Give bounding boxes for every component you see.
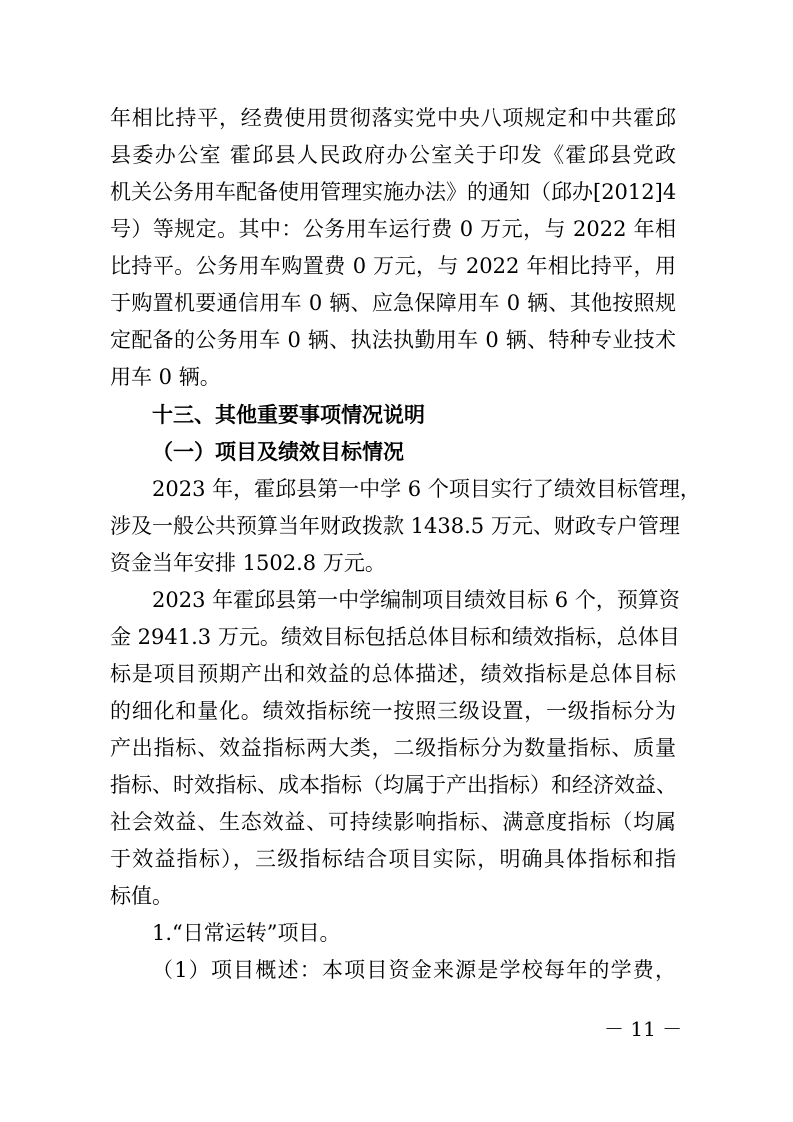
- body-line: 于购置机要通信用车 0 辆、应急保障用车 0 辆、其他按照规: [110, 291, 676, 315]
- page-number: － 11 －: [604, 1017, 683, 1041]
- para1-line: 2023 年，霍邱县第一中学 6 个项目实行了绩效目标管理，: [152, 477, 701, 501]
- para2-line: 2023 年霍邱县第一中学编制项目绩效目标 6 个，预算资: [152, 588, 680, 612]
- section-heading: 十三、其他重要事项情况说明: [152, 403, 425, 427]
- body-line: 定配备的公务用车 0 辆、执法执勤用车 0 辆、特种专业技术: [110, 328, 676, 352]
- para2-line: 标值。: [110, 884, 173, 908]
- body-line: 号）等规定。其中：公务用车运行费 0 万元，与 2022 年相: [110, 217, 676, 241]
- para2-line: 社会效益、生态效益、可持续影响指标、满意度指标（均属: [110, 810, 676, 834]
- para2-line: 金 2941.3 万元。绩效目标包括总体目标和绩效指标，总体目: [110, 625, 680, 649]
- para2-line: 标是项目预期产出和效益的总体描述，绩效指标是总体目标: [110, 662, 676, 686]
- body-line: 年相比持平，经费使用贯彻落实党中央八项规定和中共霍邱: [110, 106, 676, 130]
- para2-line: 产出指标、效益指标两大类，二级指标分为数量指标、质量: [110, 736, 676, 760]
- body-line: 用车 0 辆。: [110, 365, 221, 389]
- subsection-heading: （一）项目及绩效目标情况: [152, 440, 404, 464]
- para2-line: 的细化和量化。绩效指标统一按照三级设置，一级指标分为: [110, 699, 676, 723]
- list-item-1: 1.“日常运转”项目。: [152, 921, 341, 945]
- para1-line: 资金当年安排 1502.8 万元。: [110, 551, 386, 575]
- para2-line: 指标、时效指标、成本指标（均属于产出指标）和经济效益、: [110, 773, 677, 797]
- list-item-1-sub: （1）项目概述：本项目资金来源是学校每年的学费，: [152, 958, 676, 982]
- body-line: 机关公务用车配备使用管理实施办法》的通知（邱办[2012]4: [110, 180, 677, 204]
- para2-line: 于效益指标），三级指标结合项目实际，明确具体指标和指: [110, 847, 676, 871]
- body-line: 县委办公室 霍邱县人民政府办公室关于印发《霍邱县党政: [110, 143, 676, 167]
- body-line: 比持平。公务用车购置费 0 万元，与 2022 年相比持平，用: [110, 254, 676, 278]
- para1-line: 涉及一般公共预算当年财政拨款 1438.5 万元、财政专户管理: [110, 514, 680, 538]
